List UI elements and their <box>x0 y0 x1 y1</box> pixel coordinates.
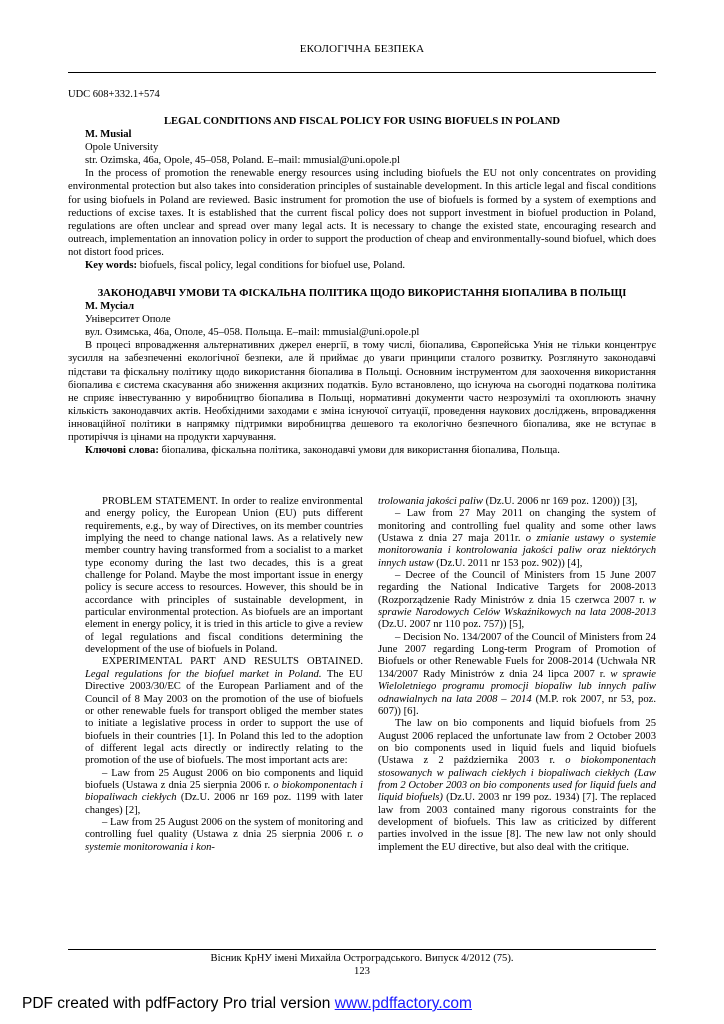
pdffactory-link[interactable]: www.pdffactory.com <box>334 995 472 1012</box>
law-discussion-paragraph <box>378 718 656 854</box>
list-item-italic: trolowania jakości paliw <box>378 496 483 507</box>
list-item-decree-2007 <box>378 570 656 632</box>
problem-statement-paragraph: PROBLEM STATEMENT. In order to realize environmental and energy policy, the European Union (EU) puts different requirements, e.g., by way of Directives, on its member countries implying the need to change national laws. As a relatively new member country having transformed from a socialist to a market type economy during the last two decades, this is a great challenge for Poland. Maybe the most important issue in energy policy is secure access to resources. However, this should be in accordance with principles of sustainable development, in particular environmental protection. As biofuels are an important element in energy policy, it is tried in this article to give a review of legal regulations and fiscal conditions determining the development of the use of biofuels in Poland. <box>85 496 363 656</box>
list-item-text: – Law from 25 August 2006 on the system of monitoring and controlling fuel quality (Ustawa z dnia 25 sierpnia 2006 r. <box>85 816 363 841</box>
pdf-banner-text: PDF created with pdfFactory Pro trial version <box>22 995 335 1012</box>
english-title: LEGAL CONDITIONS AND FISCAL POLICY FOR USING BIOFUELS IN POLAND <box>163 116 561 127</box>
paragraph-text: The law on bio components and liquid biofuels from 25 August 2006 replaced the unfortunate law from 2 October 2003 on bio components used in liquid fuels and liquid biofuels (Ustawa z 2 października 2003 r. <box>378 718 656 767</box>
english-abstract: In the process of promotion the renewable energy resources using including biofuels the EU not only concentrates on providing environmental protection but also takes into consideration principles of sustainable development. In this article legal and fiscal conditions for using biofuels in Poland are reviewed. Basic instrument for promotion the use of biofuels is formed by a system of exemptions and reductions of excise taxes. It is established that the current fiscal policy does not support investment in biofuel production in Poland, regulations are often unclear and spread over many legal acts. It is necessary to change the existed state, encouraging research and outreach, implementation an innovation policy in order to support the production of cheap and environmentally-sound biofuel, which does not distort food prices. <box>68 168 656 258</box>
english-address: str. Ozimska, 46a, Opole, 45–058, Poland. E–mail: mmusial@uni.opole.pl <box>85 155 400 167</box>
list-item-text: (Dz.U. 2011 nr 153 poz. 902)) [4], <box>433 557 583 569</box>
list-item-decision-2007 <box>378 632 656 718</box>
ukrainian-keywords-text: біопалива, фіскальна політика, законодавчі умови для використання біопалива, Польща. <box>158 445 560 457</box>
english-keywords <box>85 259 656 272</box>
list-item-italic: o biokomponentach i biopaliwach ciekłych <box>85 779 363 804</box>
ukrainian-abstract-block <box>68 287 656 457</box>
list-item-text: – Law from 27 May 2011 on changing the system of monitoring and controlling fuel quality and some other laws (Ustawa z dnia 27 maja 2011r. <box>378 508 656 545</box>
ukrainian-keywords-label: Ключові слова: <box>85 445 159 457</box>
list-item-law-2006-biocomponents <box>85 768 363 817</box>
list-item-text: (Dz.U. 2007 nr 110 poz. 757)) [5], <box>378 619 525 631</box>
english-author: M. Musial <box>85 129 132 141</box>
header-rule <box>68 72 656 73</box>
pdf-watermark-banner <box>22 995 472 1013</box>
list-item-italic: w sprawie Wieloletniego programu promocji biopaliw lub innych paliw odnawialnych na lata 2008 – 2014 <box>378 668 657 705</box>
list-item-italic: o zmianie ustawy o systemie monitorowania i kontrolowania jakości paliw oraz niektórych innych ustaw <box>378 533 656 569</box>
footer-rule <box>68 949 656 950</box>
list-item-law-2006-fuel-quality <box>85 817 363 854</box>
list-item-text: – Decree of the Council of Ministers from 15 June 2007 regarding the National Indicative Targets for 2008-2013 (Rozporządzenie Rady Ministrów z dnia 15 czerwca 2007 r. <box>378 570 656 606</box>
running-header: ЕКОЛОГІЧНА БЕЗПЕКА <box>299 43 425 55</box>
ukrainian-author: М. Мусіал <box>85 301 135 313</box>
page-number: 123 <box>354 966 370 977</box>
paragraph-text: (Dz.U. 2003 nr 199 poz. 1934) [7]. The replaced law from 2003 contained many rigorous constraints for the development of biofuels. This law as criticized by different parties involved in the issue [8]. The new law not only should implement the EU directive, but also deal with the critique. <box>378 792 656 853</box>
udc-code: UDC 608+332.1+574 <box>68 89 160 100</box>
experimental-paragraph <box>85 656 363 767</box>
experimental-text: The EU Directive 2003/30/EC of the European Parliament and of the Council of 8 May 2003 on the promotion of the use of biofuels or other renewable fuels for transport obliged the member states to initiate a legislative process in order to support the use of biofuels in their countries [1]. In Poland this led to the adoption of different legal acts directly or indirectly relating to the promotion of the use of biofuels. The most important acts are: <box>85 668 363 767</box>
ukrainian-title: ЗАКОНОДАВЧІ УМОВИ ТА ФІСКАЛЬНА ПОЛІТИКА ЩОДО ВИКОРИСТАННЯ БІОПАЛИВА В ПОЛЬЩІ <box>97 288 627 299</box>
english-affiliation: Opole University <box>85 142 159 154</box>
right-column <box>378 496 656 854</box>
footer-journal: Вісник КрНУ імені Михайла Остроградського. Випуск 4/2012 (75). <box>210 953 514 964</box>
ukrainian-affiliation: Університет Ополе <box>85 314 171 326</box>
list-item-text: (M.P. rok 2007, nr 53, poz. 607)) [6]. <box>378 693 656 717</box>
ukrainian-keywords <box>85 444 656 457</box>
experimental-heading: EXPERIMENTAL PART AND RESULTS OBTAINED. <box>102 656 363 668</box>
list-item-italic: o systemie monitorowania i kon- <box>85 829 363 853</box>
list-item-text: – Law from 25 August 2006 on bio components and liquid biofuels (Ustawa z dnia 25 sierpnia 2006 r. <box>85 767 363 791</box>
list-item-law-2011 <box>378 508 656 570</box>
list-item-text: – Decision No. 134/2007 of the Council of Ministers from 24 June 2007 regarding Long-term Program of Promotion of Biofuels or other Renewable Fuels for 2008-2014 (Uchwała NR 134/2007 Rady Ministrów z dnia 24 lipca 2007 r. <box>378 631 656 680</box>
ukrainian-address: вул. Озимська, 46а, Ополе, 45–058. Польща. E–mail: mmusial@uni.opole.pl <box>85 327 420 339</box>
list-item-text: (Dz.U. 2006 nr 169 poz. 1200)) [3], <box>482 496 638 507</box>
english-keywords-label: Key words: <box>85 260 138 272</box>
ukrainian-abstract: В процесі впровадження альтернативних джерел енергії, в тому числі, біопалива, Європейська Унія не тільки концентрує зусилля на забезпеченні екологічної безпеки, але й приймає до уваги принципи сталого розвитку. Розглянуто законодавчі підстави та фіскальну політику щодо використання біопалива в Польщі. Основним інструментом для заохочення використання біопалива є система скасування або зниження акцизних податків. Було встановлено, що існуюча на сьогодні податкова політика не сприяє інвестуванню у виробництво біопалива в Польщі, нормативні документи часто незрозумілі та охоплюють значну кількість законодавчих актів. Необхідними заходами є зміна існуючої ситуації, проведення наукових досліджень, впровадження інноваційної політики в напрямку підтримки виробництва дешевого та екологічно безпечного біопалива, яке не вступає в протиріччя із цінами на продукти харчування. <box>68 340 656 444</box>
list-item-italic: w sprawie Narodowych Celów Wskaźnikowych na lata 2008-2013 <box>378 594 656 619</box>
left-column <box>85 496 363 854</box>
english-keywords-text: biofuels, fiscal policy, legal conditions for biofuel use, Poland. <box>137 260 406 272</box>
list-item-law-2006-fuel-quality-cont <box>378 496 656 508</box>
english-abstract-block <box>68 115 656 272</box>
paragraph-italic: o biokomponentach stosowanych w paliwach ciekłych i biopaliwach ciekłych (Law from 2 October 2003 on bio components used for liquid fuels and liquid biofuels) <box>378 755 656 804</box>
list-item-text: (Dz.U. 2006 nr 169 poz. 1199 with later changes) [2], <box>85 792 363 816</box>
experimental-subheading: Legal regulations for the biofuel market in Poland. <box>85 668 322 680</box>
